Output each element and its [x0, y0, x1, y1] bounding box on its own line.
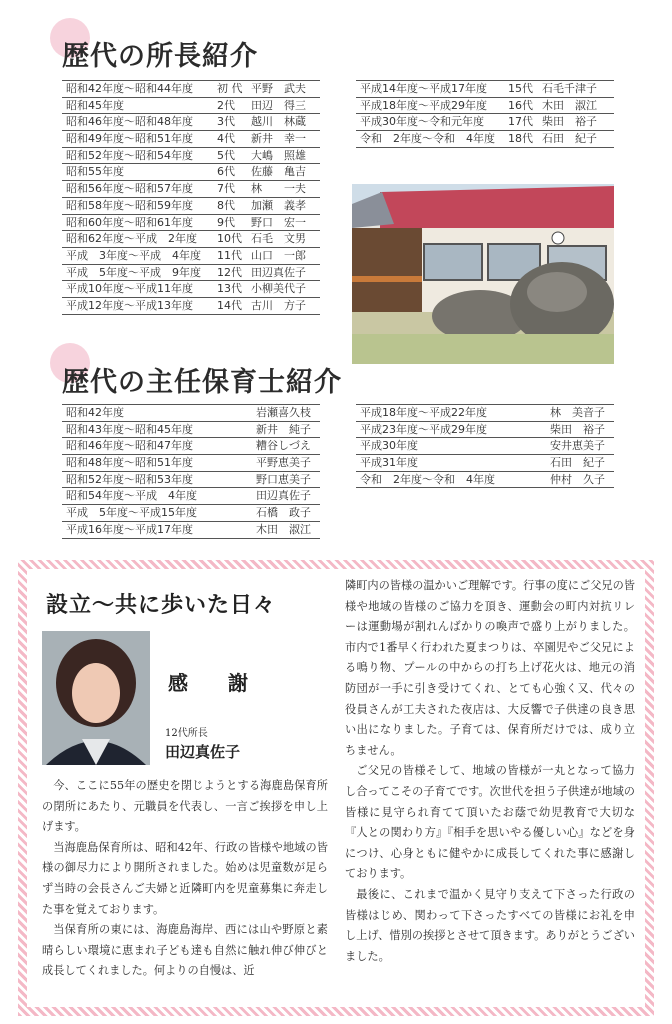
generation-cell: 3代 [217, 115, 235, 129]
generation-cell: 15代 [508, 82, 533, 95]
name-cell: 石橋 政子 [256, 506, 311, 520]
period-cell: 昭和52年度～昭和53年度 [66, 472, 193, 486]
period-cell: 昭和42年度～昭和44年度 [66, 82, 193, 95]
table-row [62, 422, 320, 439]
name-cell: 佐藤 亀吉 [251, 165, 306, 179]
generation-cell: 7代 [217, 182, 235, 196]
table-row [356, 131, 614, 148]
article-paragraph: ご父兄の皆様そして、地域の皆様が一丸となって協力し合ってこその子育てです。次世代を担う子供達が地域の皆様に見守られ育てて頂いたお蔭で幼児教育で大切な『人との関わり方』『相手を思いやる優しい心』などを身につけ、心身ともに健やかに成長してくれた事に感謝しております。 [345, 764, 635, 881]
table-row [356, 98, 614, 115]
teachers-heading: 歴代の主任保育士紹介 [62, 367, 342, 398]
period-cell: 平成 5年度～平成 9年度 [66, 265, 201, 279]
name-cell: 石毛千津子 [542, 82, 597, 95]
directors-heading: 歴代の所長紹介 [62, 41, 258, 72]
name-cell: 田辺真佐子 [256, 489, 311, 503]
name-cell: 糟谷しづえ [256, 439, 311, 453]
article-paragraph: 隣町内の皆様の温かいご理解です。行事の度にご父兄の皆様や地域の皆様のご協力を頂き、運動会の町内対抗リレーは運動場が割れんばかりの喚声で盛り上がりました。市内で1番早く行われた夏まつりは、卒園児やご父兄による鳴り物、プールの中からの打ち上げ花火は、地元の消防団が一手に引き受けてくれ、とても心強く又、代々の役員さんが工夫された夜店は、大反響で子供達の良き思い出になりました。子育ては、保育所だけでは、成り立ちません。 [345, 579, 635, 757]
table-row [356, 472, 614, 489]
table-row [356, 455, 614, 472]
article-paragraph: 当保育所の東には、海鹿島海岸、西には山や野原と素晴らしい環境に恵まれ子ども達も自然に触れ伸び伸びと成長してくれました。何よりの自慢は、近 [42, 923, 328, 978]
generation-cell: 10代 [217, 232, 242, 246]
generation-cell: 12代 [217, 265, 242, 279]
name-cell: 新井 純子 [256, 422, 311, 436]
author-name: 田辺真佐子 [165, 743, 241, 761]
name-cell: 岩瀬喜久枝 [256, 406, 311, 419]
period-cell: 平成31年度 [360, 456, 418, 470]
table-row [62, 164, 320, 181]
table-row [62, 80, 320, 98]
generation-cell: 18代 [508, 132, 533, 146]
table-row [62, 248, 320, 265]
period-cell: 昭和54年度～平成 4年度 [66, 489, 197, 503]
name-cell: 仲村 久子 [550, 472, 605, 486]
period-cell: 平成30年度～令和元年度 [360, 115, 484, 129]
table-row [62, 231, 320, 248]
nursery-building-photo [352, 184, 614, 364]
period-cell: 平成14年度～平成17年度 [360, 82, 487, 95]
table-row [62, 455, 320, 472]
name-cell: 加瀬 義孝 [251, 198, 306, 212]
generation-cell: 11代 [217, 248, 242, 262]
author-portrait [42, 631, 150, 765]
period-cell: 昭和60年度～昭和61年度 [66, 215, 193, 229]
article-paragraph: 当海鹿島保育所は、昭和42年、行政の皆様や地域の皆様の御尽力により開所されました。始めは児童数が足らず当時の会長さんご夫婦と近隣町内を児童募集に奔走した事を覚えております。 [42, 840, 328, 916]
period-cell: 平成30年度 [360, 439, 418, 453]
name-cell: 野口 宏一 [251, 215, 306, 229]
table-row [356, 422, 614, 439]
name-cell: 石毛 文男 [251, 232, 306, 246]
article-paragraph: 今、ここに55年の歴史を閉じようとする海鹿島保育所の閉所にあたり、元職員を代表し、一言ご挨拶を申し上げます。 [42, 779, 328, 834]
generation-cell: 14代 [217, 298, 242, 312]
table-row [62, 265, 320, 282]
name-cell: 越川 林蔵 [251, 115, 306, 129]
table-row [62, 114, 320, 131]
teachers-table-left [62, 404, 320, 539]
period-cell: 昭和62年度～平成 2年度 [66, 232, 197, 246]
name-cell: 平野恵美子 [256, 456, 311, 470]
table-row [62, 131, 320, 148]
article-title: 設立～共に歩いた日々 [46, 592, 277, 618]
generation-cell: 8代 [217, 198, 235, 212]
table-row [356, 114, 614, 131]
table-row [356, 404, 614, 422]
period-cell: 昭和43年度～昭和45年度 [66, 422, 193, 436]
generation-cell: 16代 [508, 98, 533, 112]
name-cell: 田辺真佐子 [251, 265, 306, 279]
period-cell: 平成 5年度～平成15年度 [66, 506, 197, 520]
table-row [62, 505, 320, 522]
name-cell: 柴田 裕子 [550, 422, 605, 436]
period-cell: 昭和55年度 [66, 165, 124, 179]
table-row [62, 438, 320, 455]
period-cell: 平成10年度～平成11年度 [66, 282, 193, 296]
period-cell: 昭和49年度～昭和51年度 [66, 132, 193, 146]
generation-cell: 4代 [217, 132, 235, 146]
name-cell: 木田 淑江 [542, 98, 597, 112]
table-row [62, 298, 320, 315]
name-cell: 木田 淑江 [256, 522, 311, 536]
period-cell: 令和 2年度～令和 4年度 [360, 132, 495, 146]
name-cell: 平野 武夫 [251, 82, 306, 95]
directors-table-right [356, 80, 614, 148]
table-row [62, 215, 320, 232]
name-cell: 小柳美代子 [251, 282, 306, 296]
name-cell: 田辺 得三 [251, 98, 306, 112]
name-cell: 林 一夫 [251, 182, 306, 196]
period-cell: 昭和48年度～昭和51年度 [66, 456, 193, 470]
article-text-left [42, 776, 328, 982]
generation-cell: 2代 [217, 98, 235, 112]
name-cell: 石田 紀子 [542, 132, 597, 146]
period-cell: 平成18年度～平成29年度 [360, 98, 487, 112]
period-cell: 昭和52年度～昭和54年度 [66, 148, 193, 162]
teachers-table-right [356, 404, 614, 488]
table-row [356, 438, 614, 455]
table-row [62, 472, 320, 489]
directors-table-left [62, 80, 320, 315]
period-cell: 平成16年度～平成17年度 [66, 522, 193, 536]
period-cell: 平成23年度～平成29年度 [360, 422, 487, 436]
generation-cell: 17代 [508, 115, 533, 129]
article-text-right [345, 576, 635, 967]
generation-cell: 5代 [217, 148, 235, 162]
period-cell: 昭和56年度～昭和57年度 [66, 182, 193, 196]
period-cell: 昭和46年度～昭和48年度 [66, 115, 193, 129]
author-role: 12代所長 [165, 728, 208, 739]
name-cell: 柴田 裕子 [542, 115, 597, 129]
generation-cell: 6代 [217, 165, 235, 179]
table-row [62, 148, 320, 165]
period-cell: 昭和42年度 [66, 406, 124, 419]
period-cell: 昭和46年度～昭和47年度 [66, 439, 193, 453]
generation-cell: 初 代 [217, 82, 243, 95]
period-cell: 平成12年度～平成13年度 [66, 298, 193, 312]
period-cell: 平成18年度～平成22年度 [360, 406, 487, 419]
name-cell: 山口 一郎 [251, 248, 306, 262]
name-cell: 新井 幸一 [251, 132, 306, 146]
period-cell: 令和 2年度～令和 4年度 [360, 472, 495, 486]
table-row [356, 80, 614, 98]
table-row [62, 522, 320, 539]
name-cell: 林 美音子 [550, 406, 605, 419]
generation-cell: 13代 [217, 282, 242, 296]
table-row [62, 181, 320, 198]
period-cell: 昭和45年度 [66, 98, 124, 112]
table-row [62, 198, 320, 215]
article-paragraph: 最後に、これまで温かく見守り支えて下さった行政の皆様はじめ、関わって下さったすべての皆様にお礼を申し上げ、惜別の挨拶とさせて頂きます。ありがとうございました。 [345, 887, 635, 963]
name-cell: 古川 方子 [251, 298, 306, 312]
table-row [62, 488, 320, 505]
period-cell: 平成 3年度～平成 4年度 [66, 248, 201, 262]
table-row [62, 404, 320, 422]
table-row [62, 281, 320, 298]
period-cell: 昭和58年度～昭和59年度 [66, 198, 193, 212]
name-cell: 野口恵美子 [256, 472, 311, 486]
generation-cell: 9代 [217, 215, 235, 229]
name-cell: 大嶋 照雄 [251, 148, 306, 162]
table-row [62, 98, 320, 115]
name-cell: 石田 紀子 [550, 456, 605, 470]
article-heading: 感 謝 [168, 671, 258, 695]
name-cell: 安井恵美子 [550, 439, 605, 453]
